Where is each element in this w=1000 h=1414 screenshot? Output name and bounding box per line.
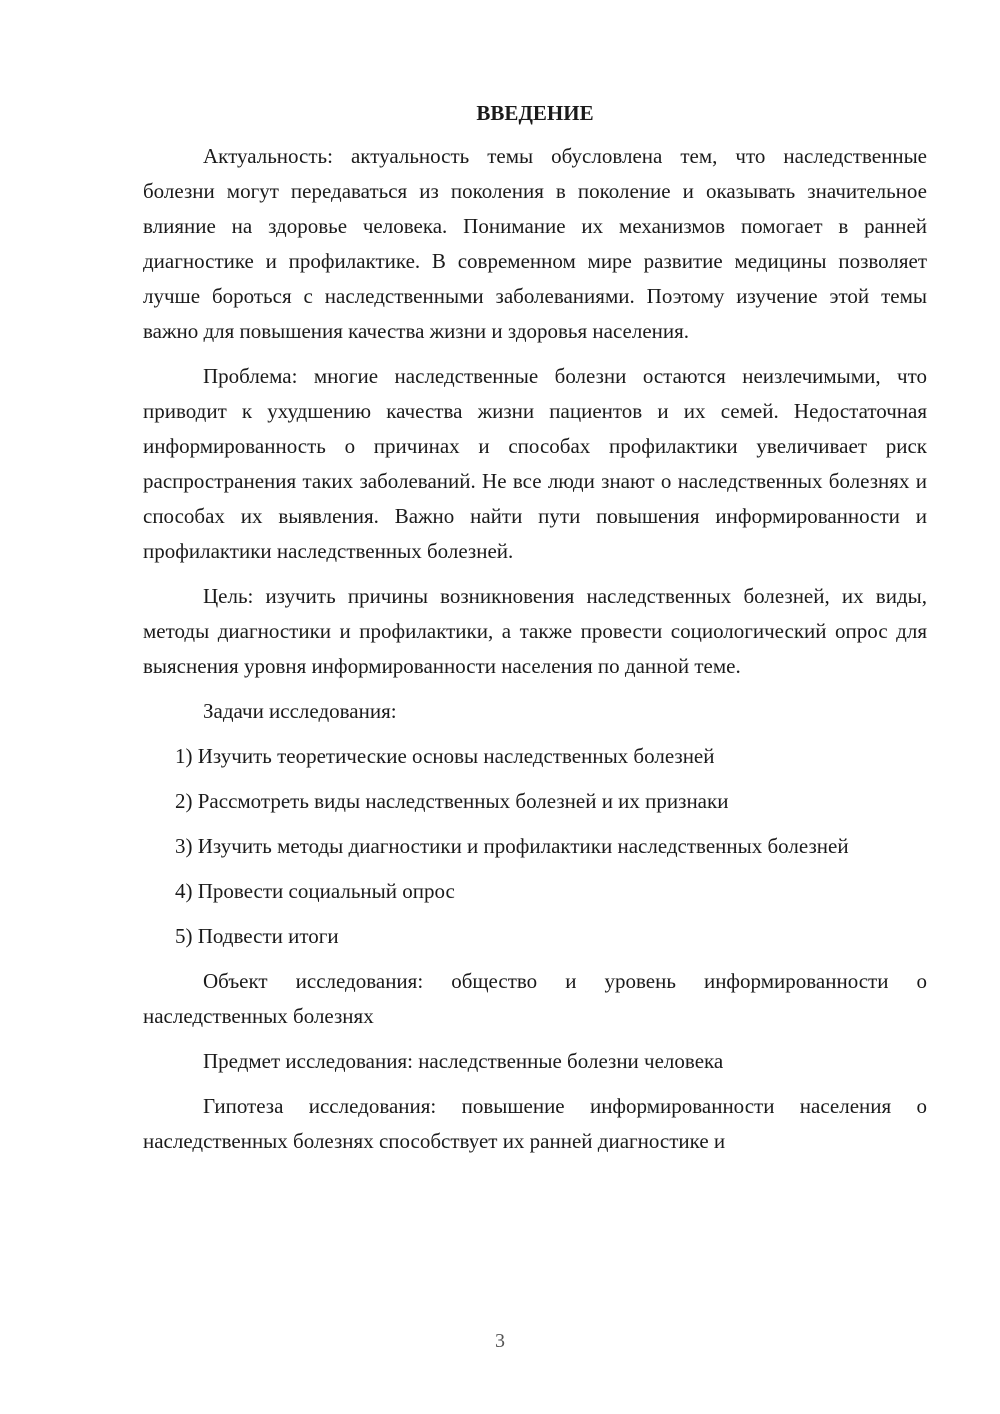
task-item-2: 2) Рассмотреть виды наследственных болезней и их признаки (175, 789, 729, 813)
task-item-5: 5) Подвести итоги (175, 924, 339, 948)
task-item-1: 1) Изучить теоретические основы наследственных болезней (175, 744, 715, 768)
tasks-heading: Задачи исследования: (203, 699, 397, 723)
paragraph-goal: Цель: изучить причины возникновения наследственных болезней, их виды, методы диагностики и профилактики, а также провести социологический опрос для выяснения уровня информированности населения по данной теме. (143, 584, 927, 678)
paragraph-subject: Предмет исследования: наследственные болезни человека (203, 1049, 724, 1073)
page-title: ВВЕДЕНИЕ (476, 101, 594, 125)
paragraph-relevance: Актуальность: актуальность темы обусловлена тем, что наследственные болезни могут передаваться из поколения в поколение и оказывать значительное влияние на здоровье человека. Понимание их механизмов помогает в ранней диагностике и профилактике. В современном мире развитие медицины позволяет лучше бороться с наследственными заболеваниями. Поэтому изучение этой темы важно для повышения качества жизни и здоровья населения. (143, 144, 927, 343)
paragraph-object: Объект исследования: общество и уровень информированности о наследственных болезнях (143, 969, 927, 1028)
paragraph-problem: Проблема: многие наследственные болезни остаются неизлечимыми, что приводит к ухудшению качества жизни пациентов и их семей. Недостаточная информированность о причинах и способах профилактики увеличивает риск распространения таких заболеваний. Не все люди знают о наследственных болезнях и способах их выявления. Важно найти пути повышения информированности и профилактики наследственных болезней. (143, 364, 927, 563)
paragraph-hypothesis: Гипотеза исследования: повышение информированности населения о наследственных болезнях способствует их ранней диагностике и (143, 1094, 927, 1153)
page-content (143, 96, 927, 1169)
page-number: 3 (495, 1330, 505, 1352)
task-item-4: 4) Провести социальный опрос (175, 879, 455, 903)
task-item-3: 3) Изучить методы диагностики и профилактики наследственных болезней (175, 834, 849, 858)
